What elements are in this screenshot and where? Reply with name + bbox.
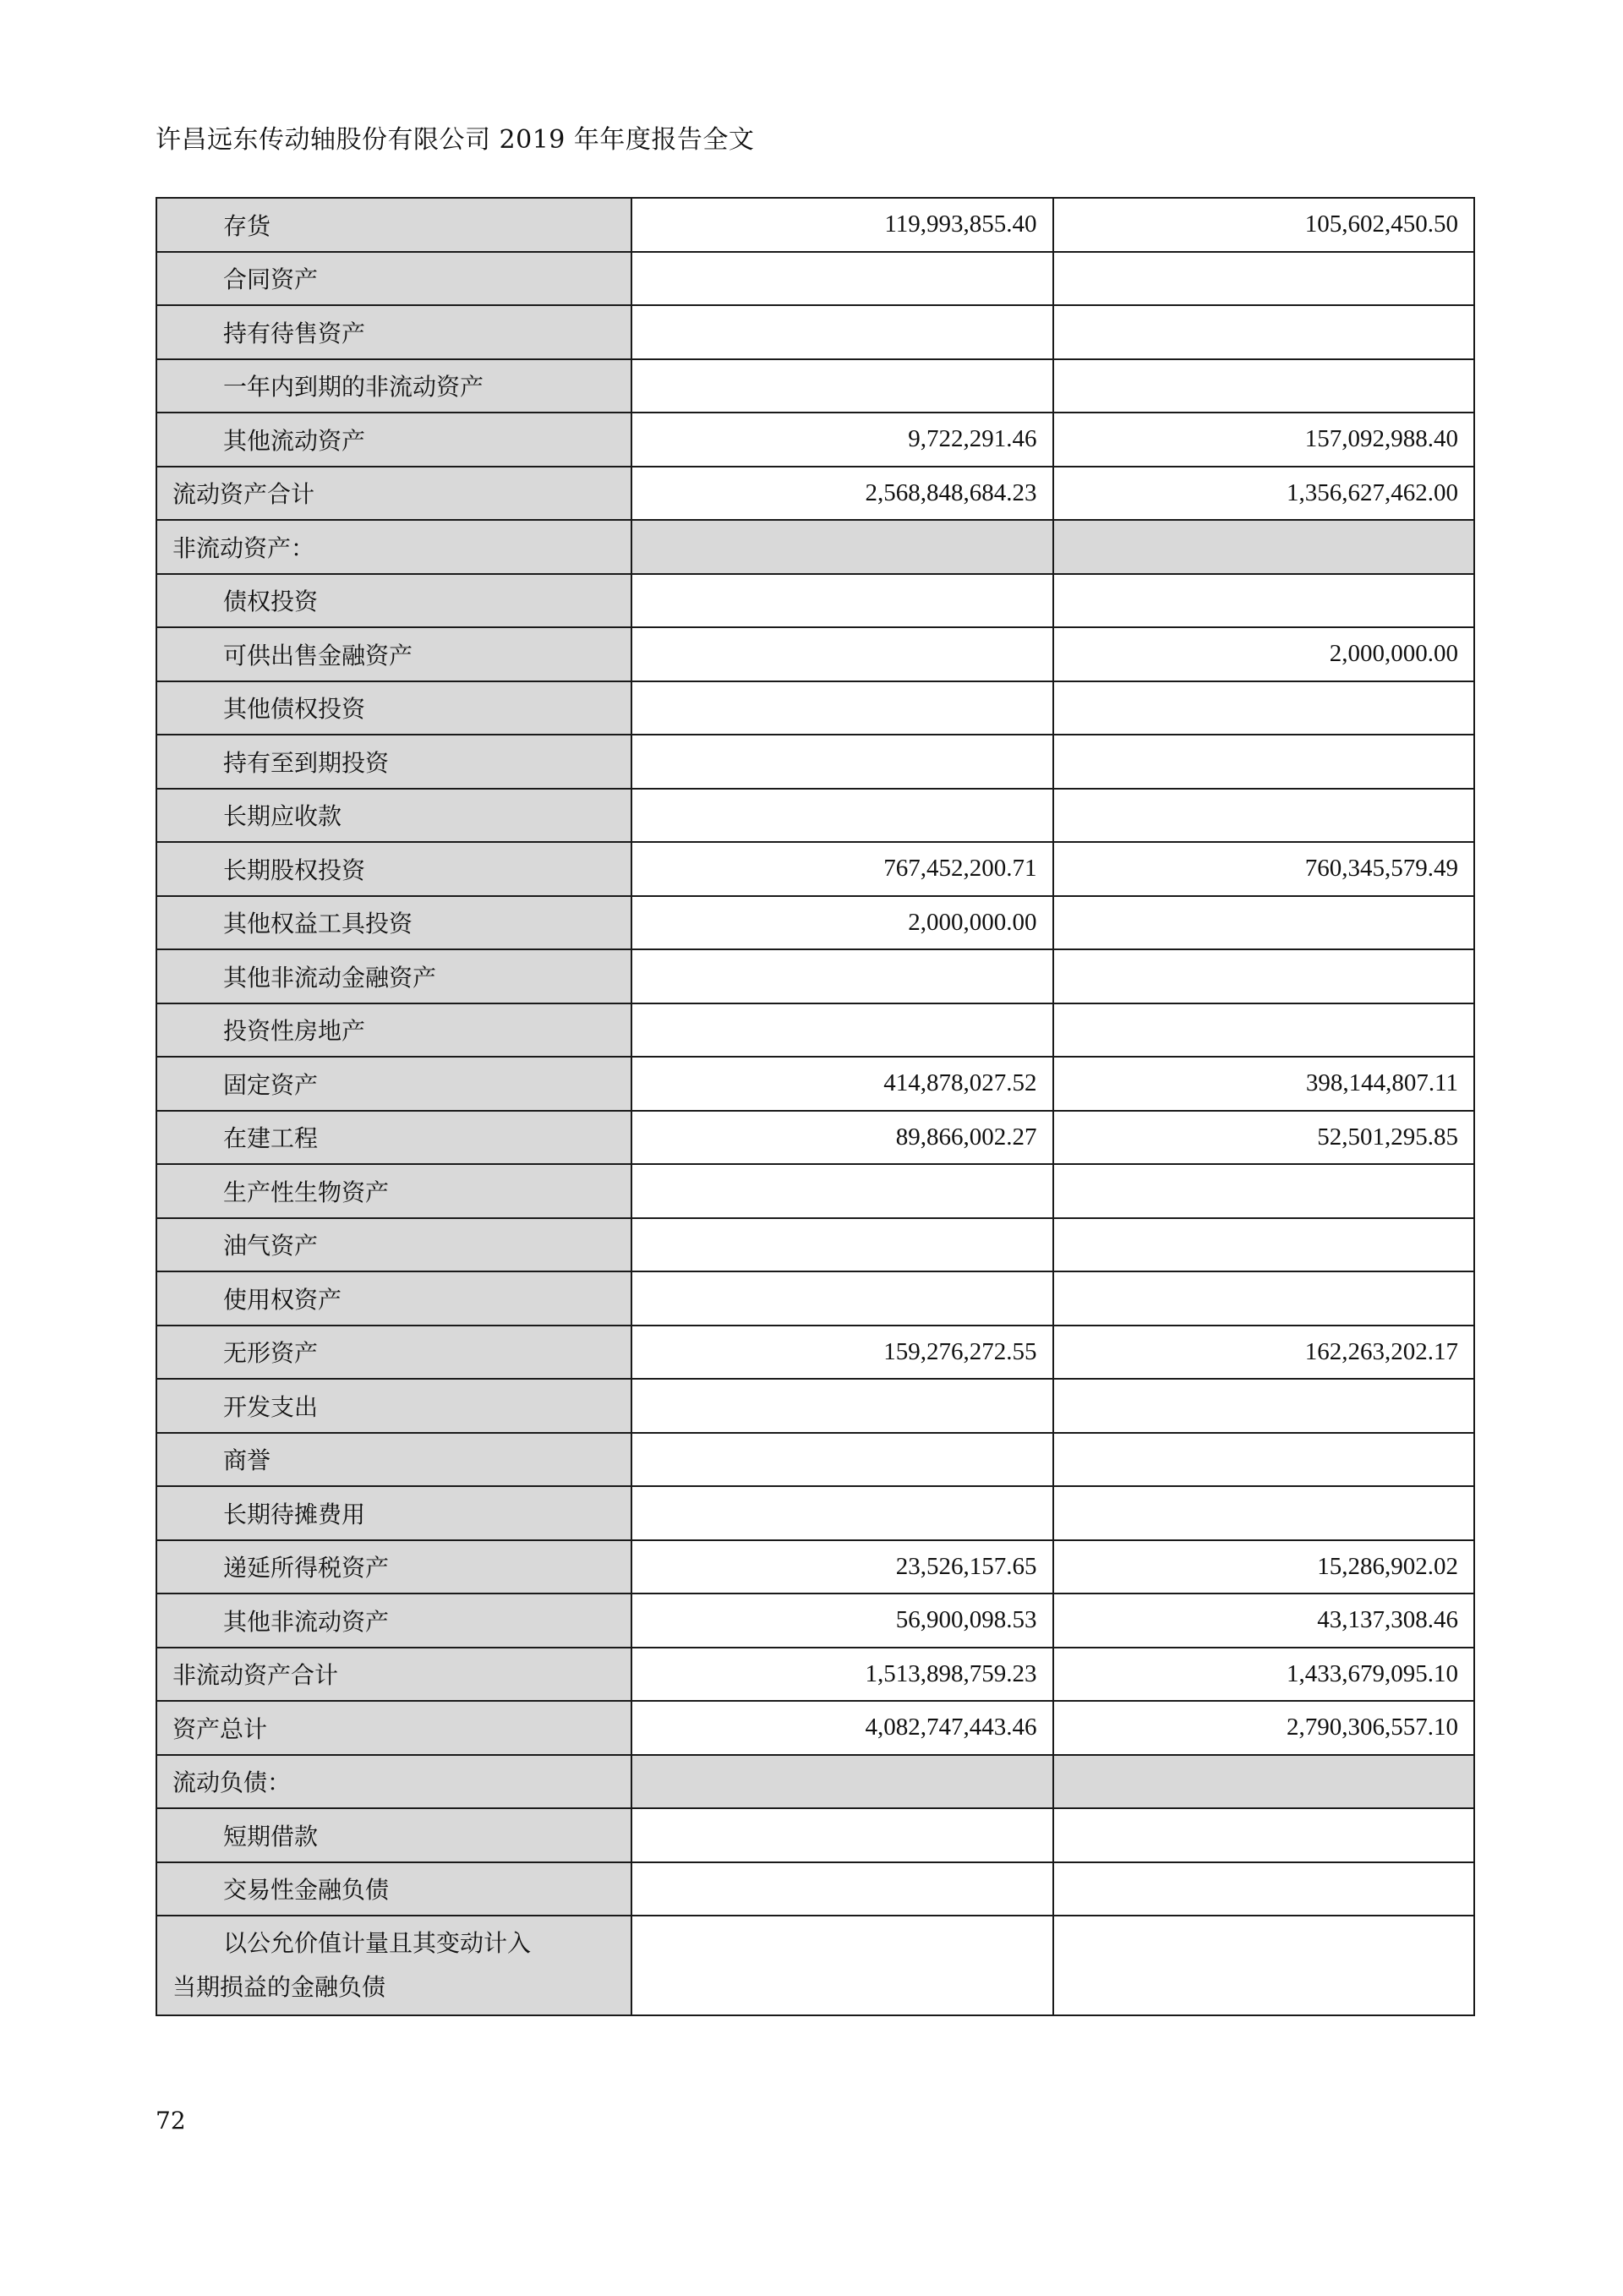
previous-period-value [1053, 1755, 1475, 1809]
current-period-value [631, 1218, 1053, 1272]
table-row [156, 1271, 1474, 1326]
row-item-label: 投资性房地产 [156, 1003, 631, 1058]
row-item-label: 长期股权投资 [156, 842, 631, 896]
table-row [156, 1379, 1474, 1433]
row-item-label: 在建工程 [156, 1111, 631, 1165]
current-period-value [631, 949, 1053, 1003]
current-period-value: 767,452,200.71 [631, 842, 1053, 896]
table-row [156, 1057, 1474, 1111]
report-header: 许昌远东传动轴股份有限公司 2019 年年度报告全文 [156, 125, 755, 155]
previous-period-value [1053, 1164, 1475, 1218]
current-period-value [631, 681, 1053, 735]
previous-period-value [1053, 359, 1475, 413]
table-row [156, 735, 1474, 789]
row-item-label: 债权投资 [156, 574, 631, 628]
previous-period-value: 1,433,679,095.10 [1053, 1648, 1475, 1702]
table-row [156, 467, 1474, 521]
previous-period-value: 398,144,807.11 [1053, 1057, 1475, 1111]
row-item-label: 一年内到期的非流动资产 [156, 359, 631, 413]
table-row [156, 1862, 1474, 1916]
previous-period-value [1053, 1433, 1475, 1487]
previous-period-value [1053, 305, 1475, 359]
table-row [156, 520, 1474, 574]
table-row [156, 1701, 1474, 1755]
row-item-label: 其他权益工具投资 [156, 896, 631, 950]
previous-period-value [1053, 949, 1475, 1003]
previous-period-value [1053, 681, 1475, 735]
row-item-label: 无形资产 [156, 1326, 631, 1380]
previous-period-value [1053, 1486, 1475, 1540]
previous-period-value [1053, 735, 1475, 789]
row-item-label: 开发支出 [156, 1379, 631, 1433]
table-row [156, 789, 1474, 843]
current-period-value [631, 735, 1053, 789]
previous-period-value [1053, 1003, 1475, 1058]
table-row [156, 1808, 1474, 1862]
current-period-value: 9,722,291.46 [631, 413, 1053, 467]
row-item-label: 流动负债： [156, 1755, 631, 1809]
current-period-value [631, 1164, 1053, 1218]
row-item-label: 递延所得税资产 [156, 1540, 631, 1594]
table-row [156, 1540, 1474, 1594]
table-row [156, 1433, 1474, 1487]
current-period-value: 56,900,098.53 [631, 1594, 1053, 1648]
row-item-label [156, 1916, 631, 2015]
previous-period-value: 2,000,000.00 [1053, 627, 1475, 681]
current-period-value: 2,000,000.00 [631, 896, 1053, 950]
table-row [156, 681, 1474, 735]
row-item-label: 使用权资产 [156, 1271, 631, 1326]
current-period-value [631, 1379, 1053, 1433]
table-row [156, 949, 1474, 1003]
current-period-value [631, 1808, 1053, 1862]
row-item-label: 可供出售金融资产 [156, 627, 631, 681]
row-item-label: 非流动资产： [156, 520, 631, 574]
row-item-label: 固定资产 [156, 1057, 631, 1111]
current-period-value [631, 305, 1053, 359]
table-row [156, 1218, 1474, 1272]
previous-period-value [1053, 574, 1475, 628]
current-period-value [631, 520, 1053, 574]
current-period-value: 2,568,848,684.23 [631, 467, 1053, 521]
row-item-label: 油气资产 [156, 1218, 631, 1272]
current-period-value [631, 574, 1053, 628]
table-row [156, 1486, 1474, 1540]
row-item-label: 短期借款 [156, 1808, 631, 1862]
row-item-label: 交易性金融负债 [156, 1862, 631, 1916]
table-row [156, 1111, 1474, 1165]
table-row [156, 1755, 1474, 1809]
current-period-value [631, 789, 1053, 843]
table-row [156, 252, 1474, 306]
previous-period-value: 43,137,308.46 [1053, 1594, 1475, 1648]
previous-period-value [1053, 896, 1475, 950]
table-row [156, 896, 1474, 950]
current-period-value [631, 1003, 1053, 1058]
previous-period-value: 52,501,295.85 [1053, 1111, 1475, 1165]
current-period-value [631, 1862, 1053, 1916]
previous-period-value [1053, 520, 1475, 574]
row-item-label-line: 以公允价值计量且其变动计入 [223, 1929, 532, 1957]
row-item-label: 商誉 [156, 1433, 631, 1487]
row-item-label: 资产总计 [156, 1701, 631, 1755]
row-item-label: 持有至到期投资 [156, 735, 631, 789]
previous-period-value [1053, 1271, 1475, 1326]
table-row [156, 198, 1474, 252]
table-row [156, 1916, 1474, 2015]
row-item-label: 合同资产 [156, 252, 631, 306]
row-item-label: 生产性生物资产 [156, 1164, 631, 1218]
balance-sheet-table [156, 197, 1475, 2016]
current-period-value [631, 1271, 1053, 1326]
table-row [156, 1594, 1474, 1648]
previous-period-value [1053, 789, 1475, 843]
table-row [156, 413, 1474, 467]
previous-period-value: 2,790,306,557.10 [1053, 1701, 1475, 1755]
page-number: 72 [156, 2107, 186, 2135]
previous-period-value: 760,345,579.49 [1053, 842, 1475, 896]
previous-period-value [1053, 1916, 1475, 2015]
current-period-value [631, 1433, 1053, 1487]
row-item-label: 持有待售资产 [156, 305, 631, 359]
current-period-value: 414,878,027.52 [631, 1057, 1053, 1111]
row-item-label: 其他流动资产 [156, 413, 631, 467]
row-item-label: 其他债权投资 [156, 681, 631, 735]
table-row [156, 574, 1474, 628]
table-row [156, 627, 1474, 681]
previous-period-value [1053, 1808, 1475, 1862]
current-period-value [631, 1755, 1053, 1809]
row-item-label: 流动资产合计 [156, 467, 631, 521]
previous-period-value: 162,263,202.17 [1053, 1326, 1475, 1380]
row-item-label: 存货 [156, 198, 631, 252]
row-item-label: 长期应收款 [156, 789, 631, 843]
row-item-label: 长期待摊费用 [156, 1486, 631, 1540]
current-period-value [631, 252, 1053, 306]
current-period-value [631, 1486, 1053, 1540]
previous-period-value [1053, 1862, 1475, 1916]
table-row [156, 1648, 1474, 1702]
previous-period-value: 1,356,627,462.00 [1053, 467, 1475, 521]
current-period-value: 1,513,898,759.23 [631, 1648, 1053, 1702]
current-period-value [631, 359, 1053, 413]
current-period-value [631, 627, 1053, 681]
previous-period-value [1053, 252, 1475, 306]
table-row [156, 305, 1474, 359]
current-period-value [631, 1916, 1053, 2015]
table-row [156, 1326, 1474, 1380]
table-row [156, 1003, 1474, 1058]
row-item-label: 其他非流动金融资产 [156, 949, 631, 1003]
current-period-value: 4,082,747,443.46 [631, 1701, 1053, 1755]
previous-period-value [1053, 1379, 1475, 1433]
row-item-label: 非流动资产合计 [156, 1648, 631, 1702]
current-period-value: 119,993,855.40 [631, 198, 1053, 252]
row-item-label-line: 当期损益的金融负债 [172, 1973, 386, 2001]
table-row [156, 1164, 1474, 1218]
table-row [156, 842, 1474, 896]
row-item-label: 其他非流动资产 [156, 1594, 631, 1648]
current-period-value: 23,526,157.65 [631, 1540, 1053, 1594]
current-period-value: 89,866,002.27 [631, 1111, 1053, 1165]
table-row [156, 359, 1474, 413]
current-period-value: 159,276,272.55 [631, 1326, 1053, 1380]
table-body [156, 198, 1474, 2015]
previous-period-value: 15,286,902.02 [1053, 1540, 1475, 1594]
previous-period-value [1053, 1218, 1475, 1272]
previous-period-value: 105,602,450.50 [1053, 198, 1475, 252]
previous-period-value: 157,092,988.40 [1053, 413, 1475, 467]
